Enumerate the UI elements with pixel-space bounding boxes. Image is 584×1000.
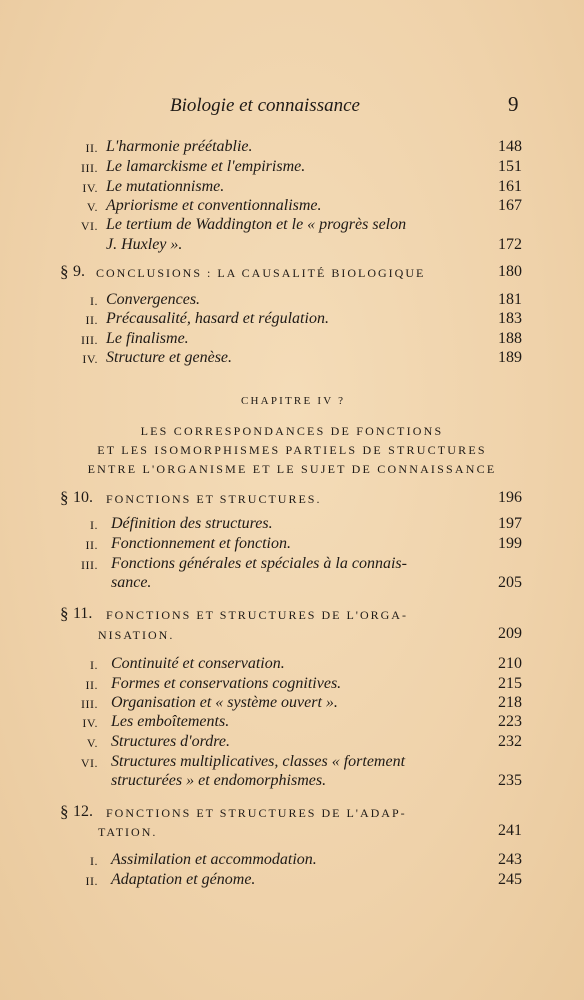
entry-numeral: VI. [80, 219, 98, 233]
entry-numeral: II. [85, 141, 98, 155]
section-symbol: § [60, 802, 69, 821]
entry-page: 148 [498, 138, 522, 155]
section-title: FONCTIONS ET STRUCTURES. [106, 492, 322, 506]
entry-page: 167 [498, 197, 522, 214]
entry-numeral: VI. [80, 756, 98, 770]
entry-page: 197 [498, 515, 522, 532]
entry-title: Formes et conservations cognitives. [111, 675, 342, 692]
section-number: 11. [73, 605, 93, 622]
section-symbol: § [60, 488, 69, 507]
running-header-title: Biologie et connaissance [170, 95, 360, 116]
section-number: 9. [73, 263, 85, 280]
entry-page: 245 [498, 871, 522, 888]
entry-page: 218 [498, 694, 522, 711]
entry-title: Adaptation et génome. [111, 871, 256, 888]
chapter-label-text: CHAPITRE IV [241, 395, 334, 407]
entry-numeral: III. [81, 161, 98, 175]
entry-page: 215 [498, 675, 522, 692]
entry-title: Définition des structures. [111, 515, 273, 532]
chapter-mark: ? [338, 395, 343, 407]
entry-numeral: I. [90, 658, 98, 672]
entry-numeral: I. [90, 854, 98, 868]
entry-numeral: II. [85, 874, 98, 888]
entry-numeral: II. [85, 538, 98, 552]
chapter-title-line: ET LES ISOMORPHISMES PARTIELS DE STRUCTURES [97, 443, 487, 457]
entry-numeral: II. [85, 678, 98, 692]
entry-page: 235 [498, 772, 522, 789]
section-title: CONCLUSIONS : LA CAUSALITÉ BIOLOGIQUE [96, 266, 426, 280]
entry-title: Assimilation et accommodation. [111, 851, 317, 868]
entry-title: Fonctions générales et spéciales à la connais- [111, 555, 407, 572]
entry-page: 161 [498, 178, 522, 195]
entry-page: 210 [498, 655, 522, 672]
running-header-page-number: 9 [508, 92, 519, 116]
entry-title: structurées » et endomorphismes. [111, 772, 327, 789]
entry-numeral: IV. [82, 716, 98, 730]
entry-numeral: II. [85, 313, 98, 327]
entry-numeral: I. [90, 294, 98, 308]
section-page: 180 [498, 263, 522, 280]
entry-page: 199 [498, 535, 522, 552]
section-symbol: § [60, 604, 69, 623]
entry-title: Précausalité, hasard et régulation. [106, 310, 329, 327]
entry-numeral: III. [81, 333, 98, 347]
section-title: TATION. [98, 825, 158, 839]
entry-numeral: I. [90, 518, 98, 532]
entry-numeral: IV. [82, 181, 98, 195]
entry-title: Apriorisme et conventionnalisme. [106, 197, 322, 214]
entry-title: Le finalisme. [106, 330, 189, 347]
entry-title: Le lamarckisme et l'empirisme. [106, 158, 306, 175]
section-title: FONCTIONS ET STRUCTURES DE L'ADAP- [106, 806, 407, 820]
entry-page: 243 [498, 851, 522, 868]
entry-title: Les emboîtements. [111, 713, 230, 730]
entry-title: Fonctionnement et fonction. [111, 535, 291, 552]
section-title: FONCTIONS ET STRUCTURES DE L'ORGA- [106, 608, 408, 622]
entry-title: Organisation et « système ouvert ». [111, 694, 338, 711]
entry-numeral: V. [86, 200, 98, 214]
chapter-title-line: ENTRE L'ORGANISME ET LE SUJET DE CONNAISSANCE [87, 462, 497, 476]
entry-title: Le mutationnisme. [106, 178, 225, 195]
entry-title: Structures multiplicatives, classes « fortement [111, 753, 406, 770]
section-number: 10. [73, 489, 93, 506]
section-number: 12. [73, 803, 93, 820]
section-title: NISATION. [98, 628, 175, 642]
entry-title: L'harmonie préétablie. [106, 138, 253, 155]
entry-page: 183 [498, 310, 522, 327]
chapter-label [0, 395, 584, 407]
entry-page: 232 [498, 733, 522, 750]
entry-numeral: V. [86, 736, 98, 750]
entry-page: 151 [498, 158, 522, 175]
entry-numeral: III. [81, 558, 98, 572]
entry-page: 189 [498, 349, 522, 366]
entry-numeral: III. [81, 697, 98, 711]
entry-title: Le tertium de Waddington et le « progrès selon [106, 216, 407, 233]
entry-page: 188 [498, 330, 522, 347]
entry-title: Structure et genèse. [106, 349, 233, 366]
entry-title: Convergences. [106, 291, 201, 308]
entry-page: 172 [498, 236, 522, 253]
entry-title: J. Huxley ». [106, 236, 183, 253]
section-page: 209 [498, 625, 522, 642]
chapter-title-line: LES CORRESPONDANCES DE FONCTIONS [140, 424, 444, 438]
entry-page: 181 [498, 291, 522, 308]
section-page: 196 [498, 489, 522, 506]
entry-numeral: IV. [82, 352, 98, 366]
entry-title: sance. [111, 574, 152, 591]
section-page: 241 [498, 822, 522, 839]
entry-title: Structures d'ordre. [111, 733, 230, 750]
entry-page: 223 [498, 713, 522, 730]
section-symbol: § [60, 262, 69, 281]
entry-page: 205 [498, 574, 522, 591]
entry-title: Continuité et conservation. [111, 655, 285, 672]
